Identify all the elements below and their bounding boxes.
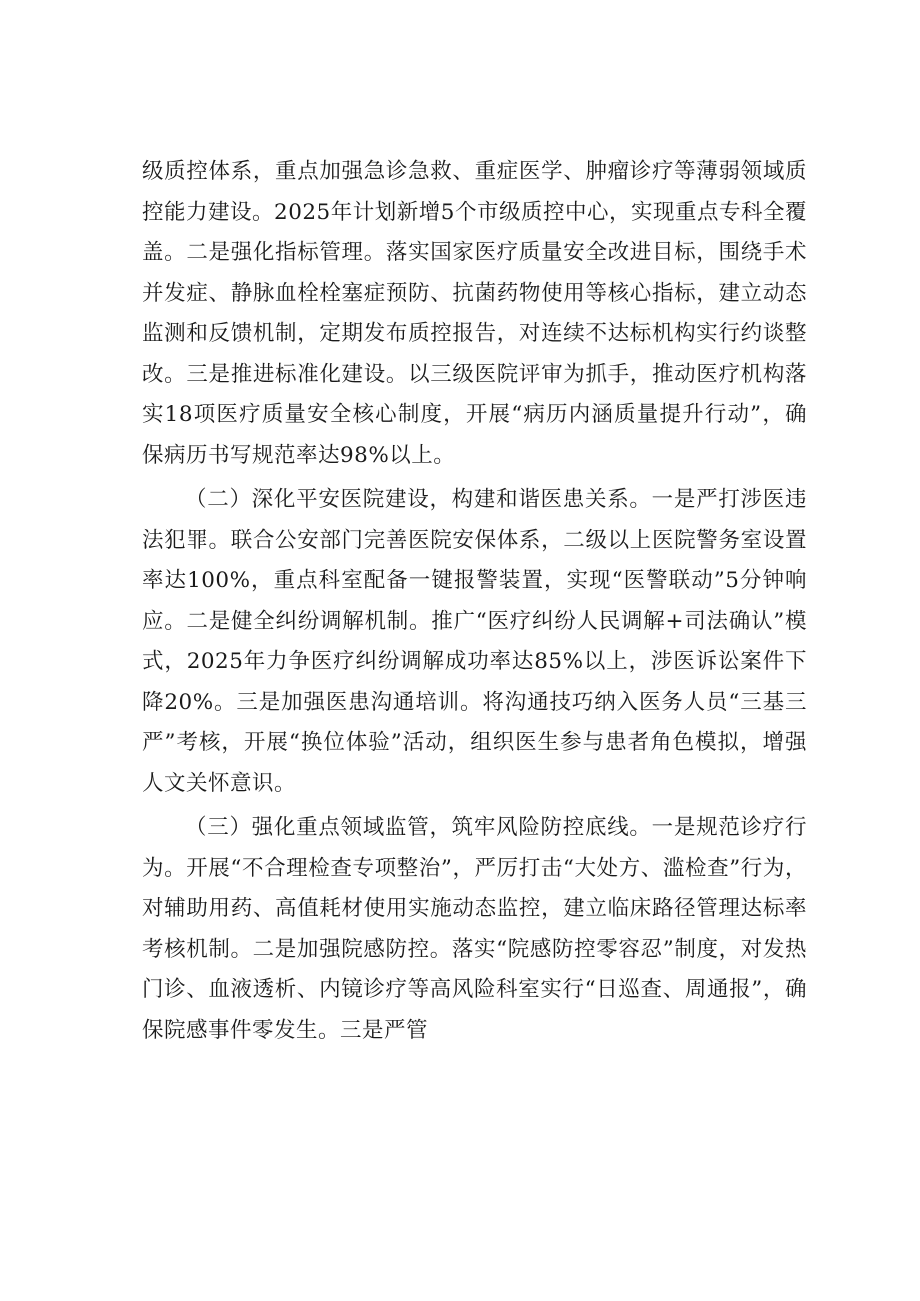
paragraph-section-two: （二）深化平安医院建设，构建和谐医患关系。一是严打涉医违法犯罪。联合公安部门完善医院安保体系，二级以上医院警务室设置率达100%，重点科室配备一键报警装置，实现“医警联动”5分钟响应。二是健全纠纷调解机制。推广“医疗纠纷人民调解+司法确认”模式，2025年力争医疗纠纷调解成功率达85%以上，涉医诉讼案件下降20%。三是加强医患沟通培训。将沟通技巧纳入医务人员“三基三严”考核，开展“换位体验”活动，组织医生参与患者角色模拟，增强人文关怀意识。 bbox=[142, 487, 807, 796]
paragraph-section-three: （三）强化重点领域监管，筑牢风险防控底线。一是规范诊疗行为。开展“不合理检查专项整治”，严厉打击“大处方、滥检查”行为，对辅助用药、高值耗材使用实施动态监控，建立临床路径管理达标率考核机制。二是加强院感防控。落实“院感防控零容忍”制度，对发热门诊、血液透析、内镜诊疗等高风险科室实行“日巡查、周通报”，确保院感事件零发生。三是严管 bbox=[142, 815, 807, 1043]
document-body bbox=[142, 152, 807, 1055]
paragraph-continuation: 级质控体系，重点加强急诊急救、重症医学、肿瘤诊疗等薄弱领域质控能力建设。2025年计划新增5个市级质控中心，实现重点专科全覆盖。二是强化指标管理。落实国家医疗质量安全改进目标，围绕手术并发症、静脉血栓栓塞症预防、抗菌药物使用等核心指标，建立动态监测和反馈机制，定期发布质控报告，对连续不达标机构实行约谈整改。三是推进标准化建设。以三级医院评审为抓手，推动医疗机构落实18项医疗质量安全核心制度，开展“病历内涵质量提升行动”，确保病历书写规范率达98%以上。 bbox=[142, 159, 807, 468]
